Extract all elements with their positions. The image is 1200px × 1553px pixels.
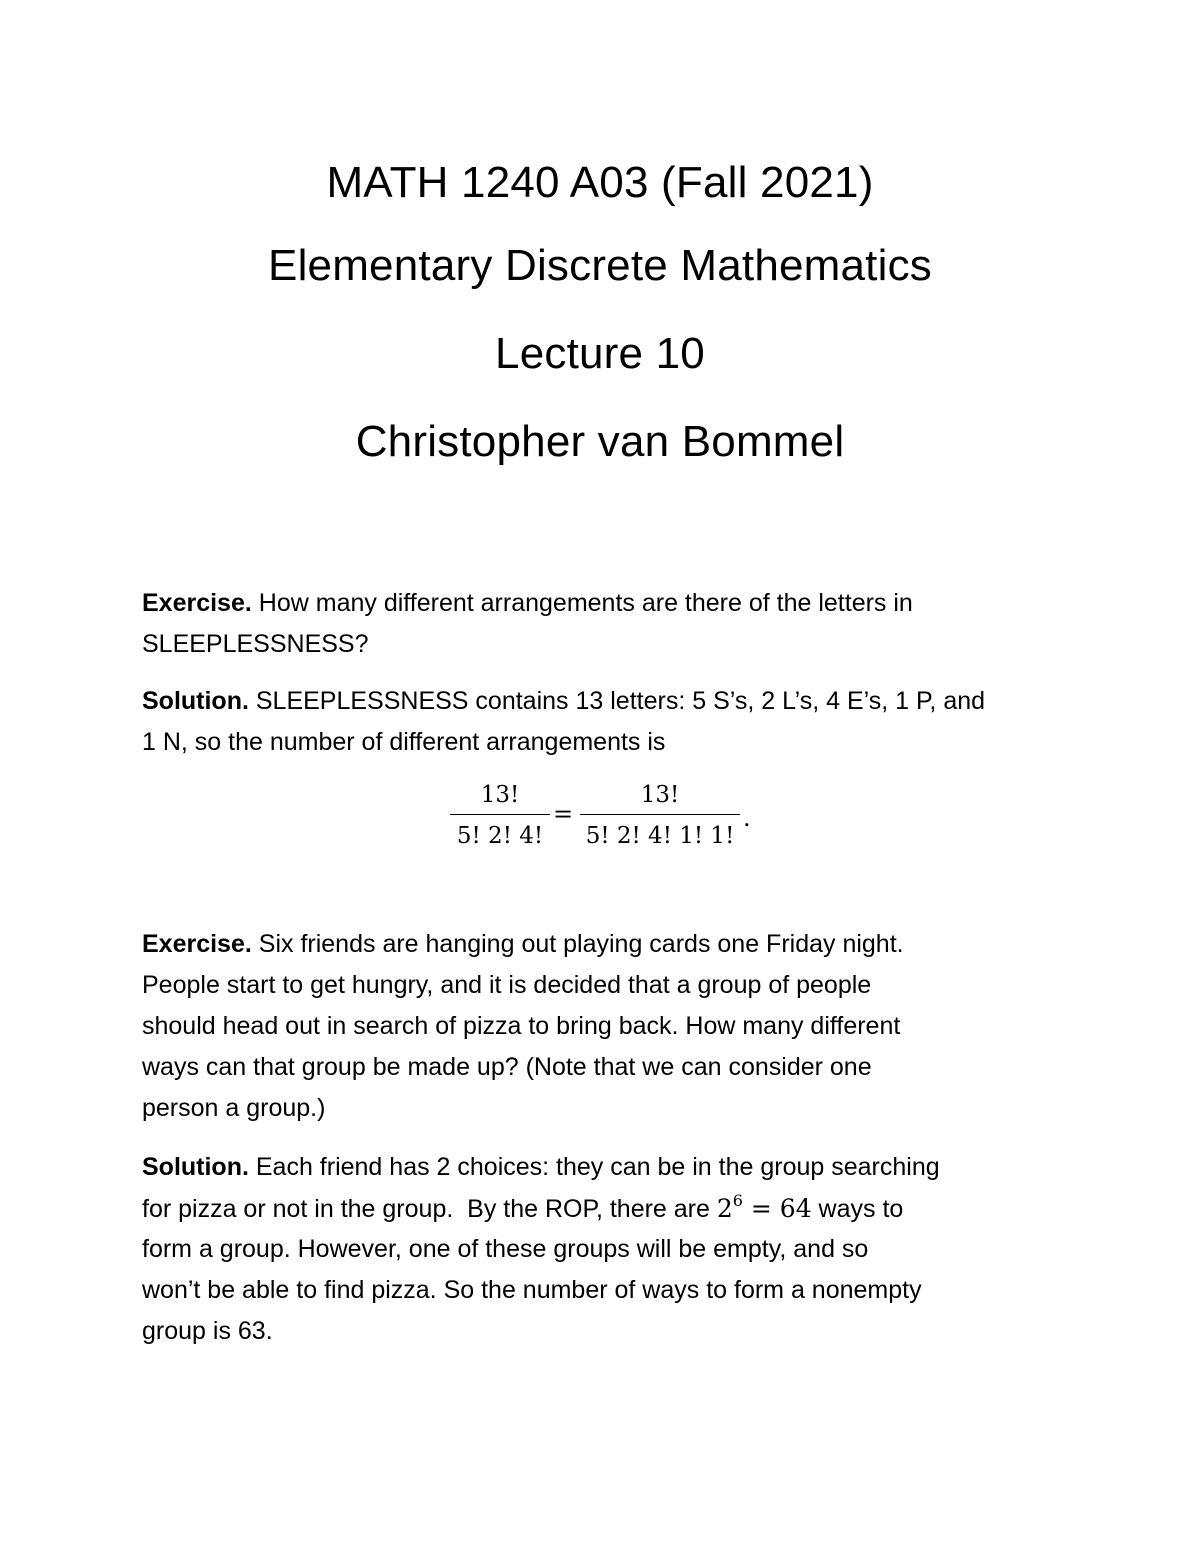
exercise-1-label: Exercise. <box>142 589 252 617</box>
course-title-heading: Elementary Discrete Mathematics <box>268 241 932 290</box>
solution-2-text-2-post: ways to <box>811 1195 904 1223</box>
solution-1-line-1 <box>142 681 1072 722</box>
solution-1-label: Solution. <box>142 687 249 715</box>
instructor-heading: Christopher van Bommel <box>355 417 845 466</box>
arrangements-equation <box>0 780 1200 858</box>
exercise-2-text-2: People start to get hungry, and it is decided that a group of people <box>142 971 872 999</box>
solution-2 <box>142 1147 1072 1352</box>
exercise-1-text-2: SLEEPLESSNESS? <box>142 630 369 658</box>
exercise-2-label: Exercise. <box>142 930 252 958</box>
power-exponent: 6 <box>732 1190 743 1210</box>
fraction-right-denominator: 5! 2! 4! 1! 1! <box>585 823 735 849</box>
solution-2-text-4: won’t be able to find pizza. So the number of ways to form a nonempty <box>142 1276 922 1304</box>
solution-2-label: Solution. <box>142 1153 249 1181</box>
exercise-2-text-1: Six friends are hanging out playing cards one Friday night. <box>258 930 904 958</box>
equals-sign: = <box>553 800 574 828</box>
solution-2-text-1: Each friend has 2 choices: they can be in the group searching <box>255 1153 940 1181</box>
exercise-2-text-4: ways can that group be made up? (Note that we can consider one <box>142 1053 872 1081</box>
solution-1-text-2: 1 N, so the number of different arrangements is <box>142 728 666 756</box>
solution-1 <box>142 681 1072 763</box>
power-base: 2 <box>716 1194 733 1223</box>
solution-2-text-2-pre: for pizza or not in the group. By the ROP, there are <box>142 1195 717 1223</box>
fraction-right-numerator: 13! <box>640 782 680 808</box>
solution-1-text-1: SLEEPLESSNESS contains 13 letters: 5 S’s, 2 L’s, 4 E’s, 1 P, and <box>255 687 986 715</box>
power-expression <box>716 1190 812 1223</box>
exercise-1-line-1 <box>142 583 1072 624</box>
fraction-left-numerator: 13! <box>480 782 520 808</box>
lecture-heading: Lecture 10 <box>495 329 705 378</box>
equation-period: . <box>743 804 751 832</box>
exercise-2-text-5: person a group.) <box>142 1094 326 1122</box>
power-result: = 64 <box>742 1194 812 1223</box>
exercise-2-text-3: should head out in search of pizza to bring back. How many different <box>142 1012 901 1040</box>
exercise-2-line-1 <box>142 924 1072 965</box>
fraction-left <box>450 780 550 851</box>
fraction-left-bar <box>450 814 550 815</box>
fraction-left-denominator: 5! 2! 4! <box>456 823 544 849</box>
solution-2-line-2 <box>142 1188 1072 1229</box>
exercise-1-text-1: How many different arrangements are there of the letters in <box>258 589 913 617</box>
course-code-heading: MATH 1240 A03 (Fall 2021) <box>326 158 874 207</box>
fraction-right-bar <box>580 814 740 815</box>
solution-2-line-1 <box>142 1147 1072 1188</box>
exercise-2 <box>142 924 1072 1129</box>
exercise-1 <box>142 583 1072 665</box>
solution-2-text-5: group is 63. <box>142 1317 273 1345</box>
fraction-right <box>580 780 740 851</box>
solution-2-text-3: form a group. However, one of these groups will be empty, and so <box>142 1235 869 1263</box>
